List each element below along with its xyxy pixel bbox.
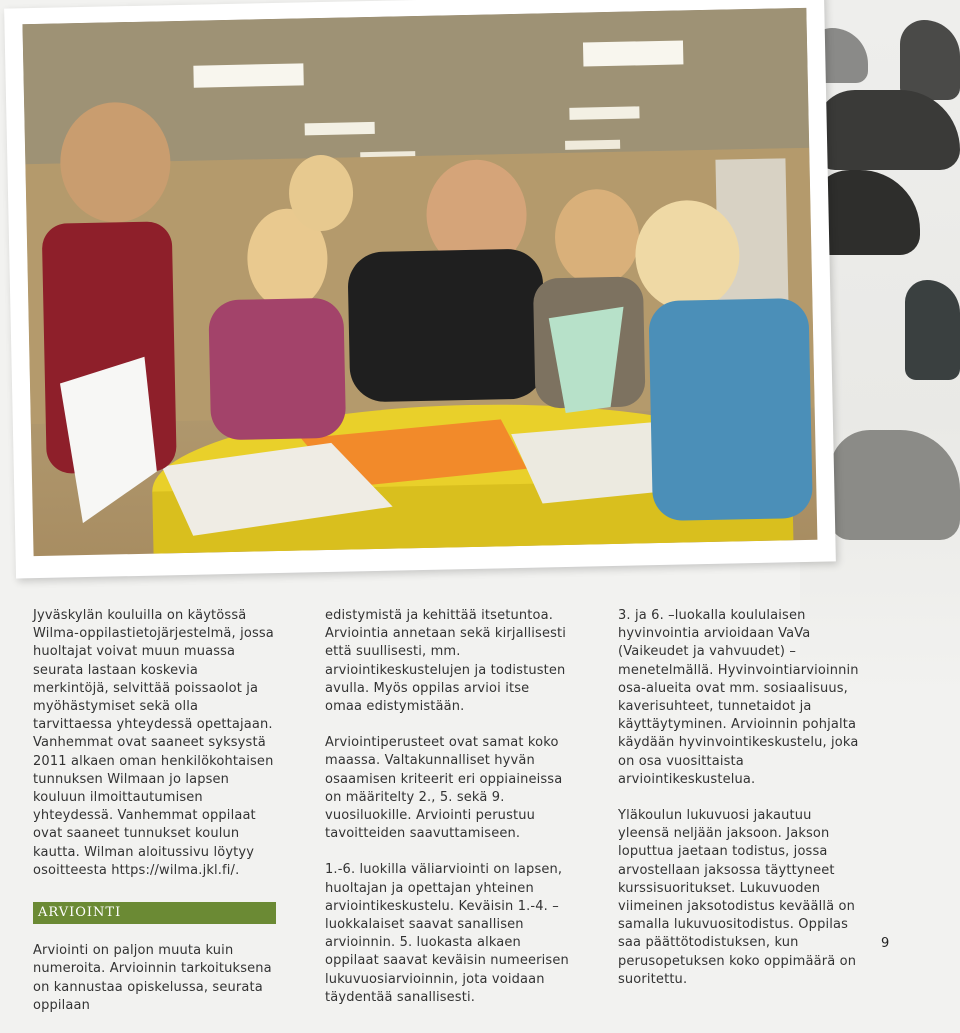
body-paragraph: edistymistä ja kehittää itsetuntoa. Arviointia annetaan sekä kirjallisesti että suullisesti, mm. arviointikeskustelujen ja todistusten avulla. Myös oppilas arvioi itse omaa edistymistään. [325,608,567,715]
section-heading: ARVIOINTI [33,902,276,924]
photo-frame [4,0,836,579]
sneaker-image [900,20,960,100]
classroom-illustration [22,8,817,556]
sneaker-image [815,90,960,170]
body-paragraph: Arviointiperusteet ovat samat koko maassa. Valtakunnalliset hyvän osaamisen kriteerit eri oppiaineissa on määritelty 2., 5. sekä 9. vuosiluokille. Arviointi perustuu tavoitteiden saavuttamiseen. [325,735,563,842]
sneaker-image [905,280,960,380]
body-paragraph: 1.-6. luokilla väliarviointi on lapsen, huoltajan ja opettajan yhteinen arviointikeskustelu. Keväisin 1.-4. –luokkalaiset saavat sanallisen arvioinnin. 5. luokasta alkaen oppilaat saavat keväisin numeerisen lukuvuosiarvioinnin, jota voidaan täydentää sanallisesti. [325,862,569,1005]
body-paragraph: Yläkoulun lukuvuosi jakautuu yleensä neljään jaksoon. Jakson loputtua jaetaan todistus, jossa arvostellaan jaksossa täyttyneet kurssisuoritukset. Lukuvuoden viimeinen jaksotodistus keväällä on samalla lukuvuositodistus. Oppilas saa päättötodistuksen, kun perusopetuksen koko oppimäärä on suoritettu. [618,808,857,987]
text-column-3 [618,607,863,1007]
body-paragraph: 3. ja 6. –luokalla koululaisen hyvinvointia arvioidaan VaVa (Vaikeudet ja vahvuudet) –menetelmällä. Hyvinvointiarvioinnin osa-alueita ovat mm. sosiaalisuus, kaverisuhteet, tunnetaidot ja käyttäytyminen. Arvioinnin pohjalta käydään hyvinvointikeskustelu, joka on osa vuosittaista arviointikeskustelua. [618,608,859,787]
classroom-photo [22,8,817,556]
text-column-2 [325,607,570,1025]
intro-paragraph: Jyväskylän kouluilla on käytössä Wilma-oppilastietojärjestelmä, jossa huoltajat voivat muun muassa seurata lastaan koskevia merkintöjä, selvittää poissaolot ja myöhästymiset sekä olla tarvittaessa yhteydessä opettajaan. Vanhemmat ovat saaneet syksystä 2011 alkaen oman henkilökohtaisen tunnuksen Wilmaan jo lapsen kouluun ilmoittautumisen yhteydessä. Vanhemmat oppilaat ovat saaneet tunnukset koulun kautta. Wilman aloitussivu löytyy osoitteesta https://wilma.jkl.fi/. [33,608,274,878]
body-paragraph: Arviointi on paljon muuta kuin numeroita. Arvioinnin tarkoituksena on kannustaa opiskelussa, seurata oppilaan [33,943,272,1013]
page-number: 9 [881,936,890,951]
text-column-1 [33,607,278,1033]
sneaker-image [830,430,960,540]
